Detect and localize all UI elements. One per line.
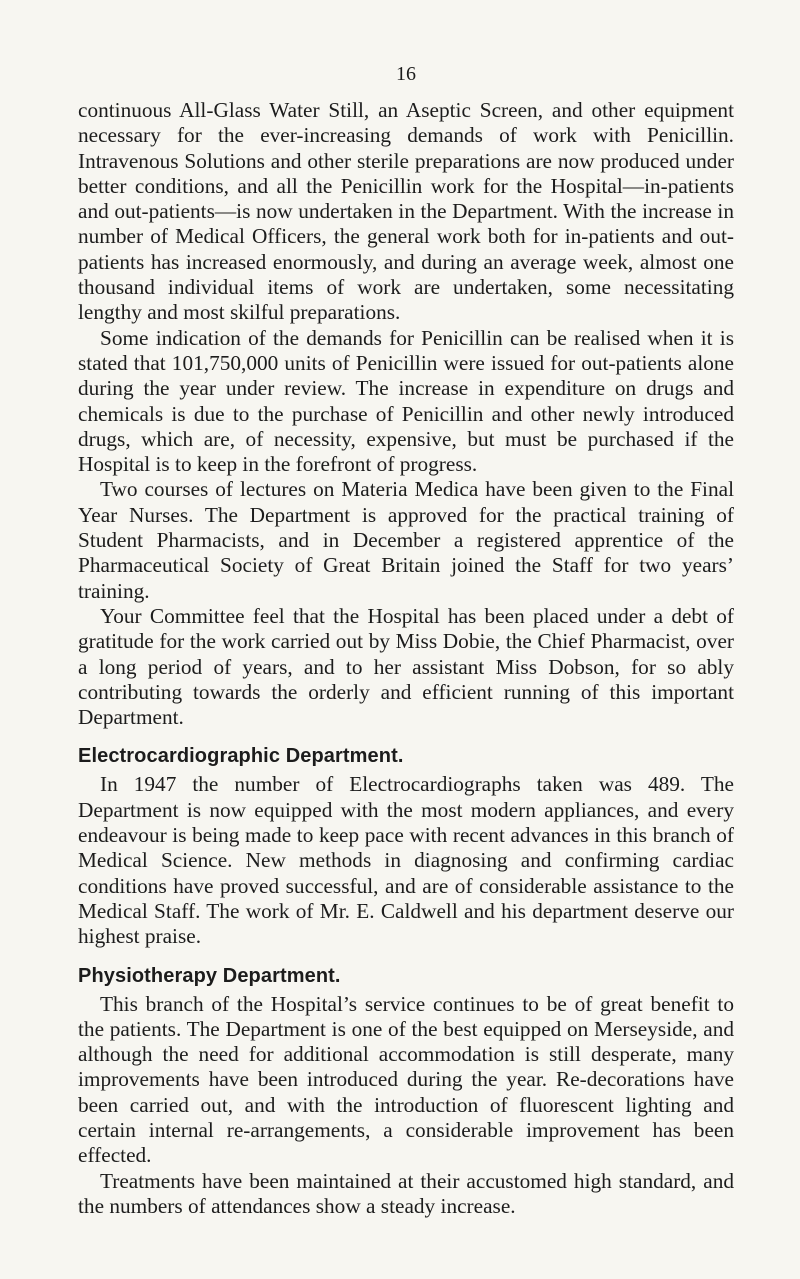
paragraph-electrocardiographic: In 1947 the number of Electrocardiographs taken was 489. The Department is now equipped with the most modern appliances, and every endeavour is being made to keep pace with recent advances in this branch of Medical Science. New methods in diagnosing and confirming cardiac conditions have proved successful, and are of considerable assistance to the Medical Staff. The work of Mr. E. Caldwell and his department deserve our highest praise. <box>78 772 734 949</box>
page-number: 16 <box>396 63 416 85</box>
paragraph-penicillin-demand: Some indication of the demands for Penicillin can be realised when it is stated that 101,750,000 units of Penicillin were issued for out-patients alone during the year under review. The increase in expenditure on drugs and chemicals is due to the purchase of Penicillin and other newly introduced drugs, which are, of necessity, expensive, but must be purchased if the Hospital is to keep in the forefront of progress. <box>78 325 734 477</box>
paragraph-physiotherapy-treatments: Treatments have been maintained at their accustomed high standard, and the numbers of attendances show a steady increase. <box>78 1168 734 1218</box>
paragraph-committee-gratitude: Your Committee feel that the Hospital has been placed under a debt of gratitude for the work carried out by Miss Dobie, the Chief Pharmacist, over a long period of years, and to her assistant Miss Dobson, for so ably contributing towards the orderly and efficient running of this important Department. <box>78 603 734 730</box>
paragraph-physiotherapy-benefit: This branch of the Hospital’s service continues to be of great benefit to the patients. The Department is one of the best equipped on Merseyside, and although the need for additional accommodation is still desperate, many improvements have been introduced during the year. Re-decorations have been carried out, and with the introduction of fluorescent lighting and certain internal re-arrangements, a considerable improvement has been effected. <box>78 991 734 1168</box>
paragraph-lectures: Two courses of lectures on Materia Medica have been given to the Final Year Nurses. The Department is approved for the practical training of Student Pharmacists, and in December a registered apprentice of the Pharmaceutical Society of Great Britain joined the Staff for two years’ training. <box>78 477 734 603</box>
paragraph-penicillin-equipment: continuous All-Glass Water Still, an Aseptic Screen, and other equipment necessary for the ever-increasing demands of work with Penicillin. Intravenous Solutions and other sterile preparations are now produced under better conditions, and all the Penicillin work for the Hospital—in-patients and out-patients—is now undertaken in the Department. With the increase in number of Medical Officers, the general work both for in-patients and out-patients has increased enormously, and during an average week, almost one thousand individual items of work are undertaken, some necessitating lengthy and most skilful preparations. <box>78 98 734 325</box>
section-heading-physiotherapy: Physiotherapy Department. <box>78 964 341 987</box>
section-heading-electrocardiographic: Electrocardiographic Department. <box>78 745 404 768</box>
